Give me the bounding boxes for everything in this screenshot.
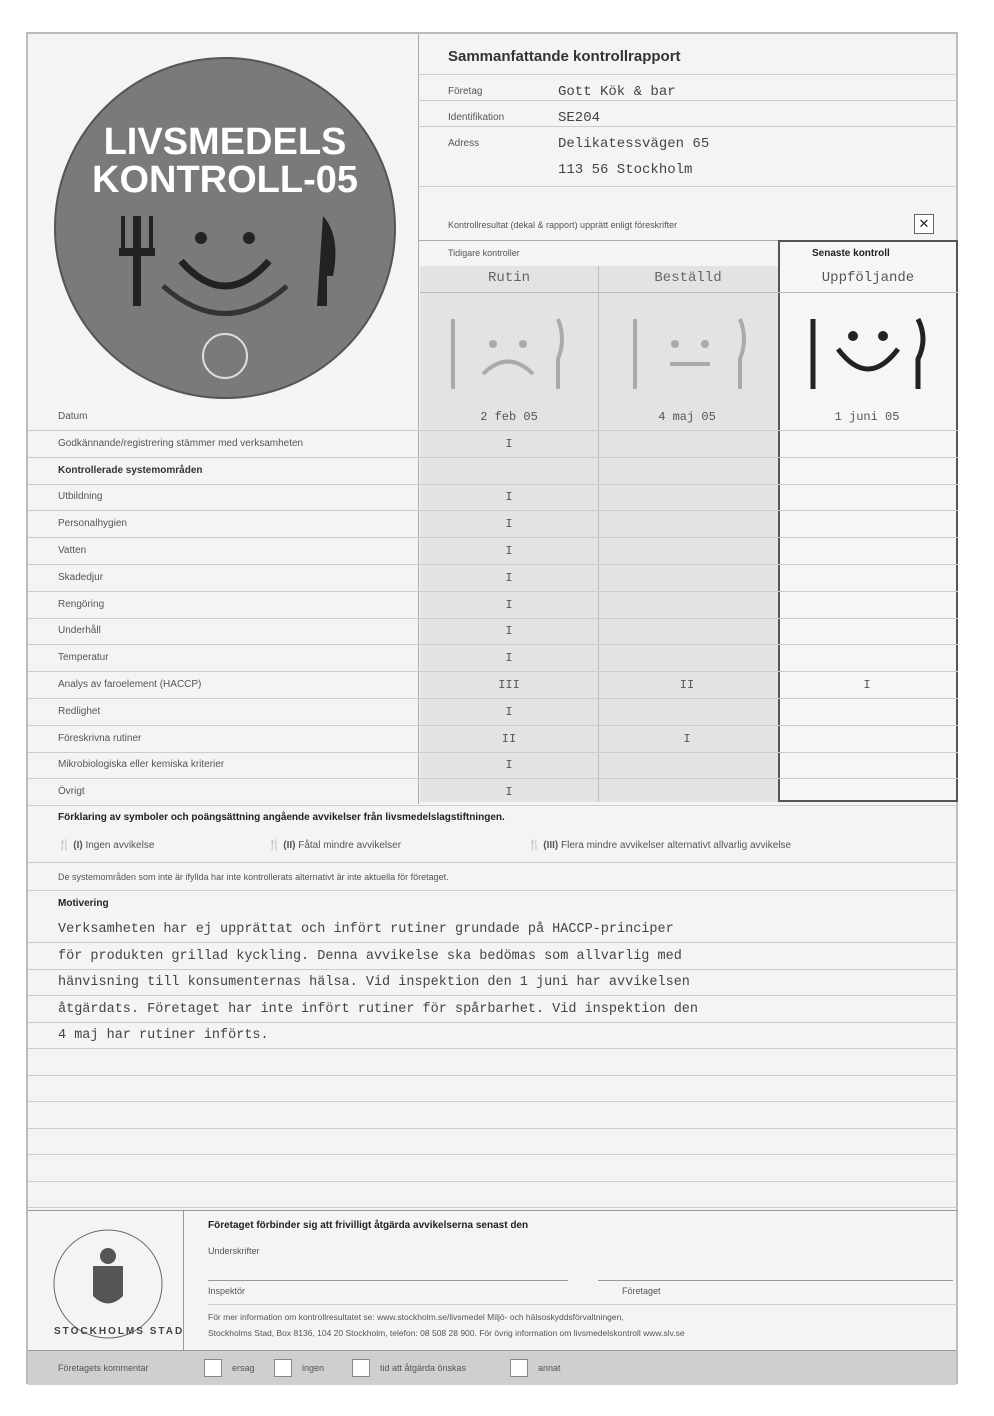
table-row xyxy=(28,752,958,779)
latest-label: Senaste kontroll xyxy=(812,248,890,259)
divider xyxy=(28,1210,958,1211)
info-line-1: För mer information om kontrollresultatet se: www.stockholm.se/livsmedel Miljö- och hälsoskyddsförvaltningen, xyxy=(208,1312,624,1322)
table-row xyxy=(28,645,958,672)
happy-face-icon xyxy=(803,314,933,394)
table-row xyxy=(28,726,958,753)
row-value: I xyxy=(683,731,691,746)
ruled-line xyxy=(28,1101,958,1102)
row-value: II xyxy=(501,731,517,746)
row-label: Analys av faroelement (HACCP) xyxy=(58,679,202,690)
motivering-line: för produkten grillad kyckling. Denna avvikelse ska bedömas som allvarlig med xyxy=(58,948,682,964)
table-row xyxy=(28,458,958,485)
report-title: Sammanfattande kontrollrapport xyxy=(448,48,681,65)
row-value: I xyxy=(505,758,513,773)
signature-line-foretaget[interactable] xyxy=(598,1280,953,1281)
stockholm-seal-icon xyxy=(48,1226,168,1341)
table-row xyxy=(28,538,958,565)
col-header-uppfoljande: Uppföljande xyxy=(821,270,915,286)
ruled-line xyxy=(28,1154,958,1155)
comment-option-1: ersag xyxy=(232,1363,255,1373)
foretaget-label: Företaget xyxy=(622,1286,661,1296)
row-value: I xyxy=(505,544,513,558)
report-sheet xyxy=(26,32,958,1384)
id-value: SE204 xyxy=(558,110,601,126)
ruled-line xyxy=(28,1075,958,1076)
comment-bar xyxy=(28,1350,956,1385)
divider xyxy=(418,126,958,127)
row-value: II xyxy=(679,678,695,692)
foretag-label: Företag xyxy=(448,86,483,97)
row-label: Övrigt xyxy=(58,786,85,798)
table-row xyxy=(28,565,958,592)
row-label: Temperatur xyxy=(58,652,109,664)
ruled-line xyxy=(28,1181,958,1182)
signature-line-inspektor[interactable] xyxy=(208,1280,568,1281)
commitment-text: Företaget förbinder sig att frivilligt åtgärda avvikelserna senast den xyxy=(208,1220,529,1231)
legend-note: De systemområden som inte är ifyllda har inte kontrollerats alternativt är inte aktuella för företaget. xyxy=(58,872,449,882)
table-row xyxy=(28,699,958,726)
comment-label: Företagets kommentar xyxy=(58,1363,149,1373)
row-label: Datum xyxy=(58,411,88,422)
legend-item-3: 🍴 (III) Flera mindre avvikelser alternativt allvarlig avvikelse xyxy=(528,840,792,851)
comment-option-2: ingen xyxy=(302,1363,325,1373)
neutral-face-icon xyxy=(625,314,755,394)
motivering-line: Verksamheten har ej upprättat och infört rutiner grundade på HACCP-principer xyxy=(58,922,674,937)
row-label: Redlighet xyxy=(58,705,101,717)
kontroll-logo xyxy=(53,56,398,401)
adress-label: Adress xyxy=(448,138,480,149)
row-value: I xyxy=(505,570,513,585)
comment-checkbox-1[interactable] xyxy=(204,1359,222,1377)
row-value: I xyxy=(505,704,513,719)
comment-checkbox-3[interactable] xyxy=(352,1359,370,1377)
motivering-line: hänvisning till konsumenternas hälsa. Vid inspektion den 1 juni har avvikelsen xyxy=(58,975,690,990)
row-label: Skadedjur xyxy=(58,571,104,583)
row-value: I xyxy=(505,490,513,505)
row-label: Godkännande/registrering stämmer med verksamheten xyxy=(58,437,304,449)
ruled-line xyxy=(28,942,958,943)
result-checkbox[interactable]: ✕ xyxy=(914,214,934,234)
comment-checkbox-4[interactable] xyxy=(510,1359,528,1377)
legend-title: Förklaring av symboler och poängsättning angående avvikelser från livsmedelslagstiftningen. xyxy=(58,812,505,823)
legend-item-2: 🍴 (II) Fåtal mindre avvikelser xyxy=(268,840,402,851)
table-row xyxy=(28,592,958,619)
table-row xyxy=(28,484,958,511)
row-value: 2 feb 05 xyxy=(480,410,538,424)
svg-text:KONTROLL-05: KONTROLL-05 xyxy=(92,159,358,201)
table-row xyxy=(28,779,958,806)
ruled-line xyxy=(28,1207,958,1208)
adress-line1: Delikatessvägen 65 xyxy=(558,136,710,152)
id-label: Identifikation xyxy=(448,112,505,123)
comment-option-3: tid att åtgärda önskas xyxy=(380,1363,467,1373)
row-value: 1 juni 05 xyxy=(834,410,900,424)
ruled-line xyxy=(28,1048,958,1049)
table-row xyxy=(28,618,958,645)
legend-item-1: 🍴 (I) Ingen avvikelse xyxy=(58,840,155,851)
divider xyxy=(28,862,958,863)
prior-label: Tidigare kontroller xyxy=(448,248,520,258)
comment-checkbox-2[interactable] xyxy=(274,1359,292,1377)
inspektor-label: Inspektör xyxy=(208,1286,246,1296)
row-value: I xyxy=(505,597,513,612)
divider xyxy=(418,100,958,101)
table-row xyxy=(28,511,958,538)
ruled-line xyxy=(28,1022,958,1023)
motivering-line: 4 maj har rutiner införts. xyxy=(58,1028,269,1043)
row-label: Mikrobiologiska eller kemiska kriterier xyxy=(58,759,225,771)
row-label: Personalhygien xyxy=(58,518,127,530)
divider xyxy=(208,1304,958,1305)
foretag-value: Gott Kök & bar xyxy=(558,84,676,100)
motivering-label: Motivering xyxy=(58,898,109,909)
row-label: Föreskrivna rutiner xyxy=(58,732,142,744)
row-value: 4 maj 05 xyxy=(658,410,716,424)
underskrifter-label: Underskrifter xyxy=(208,1246,260,1256)
row-label: Utbildning xyxy=(58,491,103,503)
row-value: I xyxy=(505,517,513,532)
row-label: Underhåll xyxy=(58,625,101,637)
sad-face-icon xyxy=(443,314,573,394)
row-label: Vatten xyxy=(58,545,87,556)
ruled-line xyxy=(28,1128,958,1129)
motivering-line: åtgärdats. Företaget har inte infört rutiner för spårbarhet. Vid inspektion den xyxy=(58,1001,699,1017)
adress-line2: 113 56 Stockholm xyxy=(558,162,693,178)
row-value: I xyxy=(863,678,871,692)
ruled-line xyxy=(28,969,958,970)
row-value: I xyxy=(505,436,513,451)
col-header-rutin: Rutin xyxy=(487,270,530,286)
table-row xyxy=(28,431,958,458)
table-row xyxy=(28,672,958,699)
divider xyxy=(418,186,958,187)
table-row xyxy=(28,404,958,431)
divider xyxy=(28,890,958,891)
divider xyxy=(418,74,958,75)
row-label: Kontrollerade systemområden xyxy=(58,464,203,476)
comment-option-4: annat xyxy=(538,1363,561,1373)
col-header-bestalld: Beställd xyxy=(654,270,722,286)
result-line: Kontrollresultat (dekal & rapport) upprätt enligt föreskrifter xyxy=(448,220,678,230)
row-value: III xyxy=(498,678,520,692)
row-value: I xyxy=(505,624,513,639)
info-line-2: Stockholms Stad, Box 8136, 104 20 Stockholm, telefon: 08 508 28 900. För övrig information om livsmedelskontroll www.slv.se xyxy=(208,1328,685,1338)
row-value: I xyxy=(505,651,513,666)
row-label: Rengöring xyxy=(58,598,105,610)
seal-text: STOCKHOLMS STAD xyxy=(54,1326,185,1337)
ruled-line xyxy=(28,995,958,996)
svg-text:LIVSMEDELS: LIVSMEDELS xyxy=(103,121,347,163)
row-value: I xyxy=(505,785,513,800)
divider xyxy=(420,292,958,293)
